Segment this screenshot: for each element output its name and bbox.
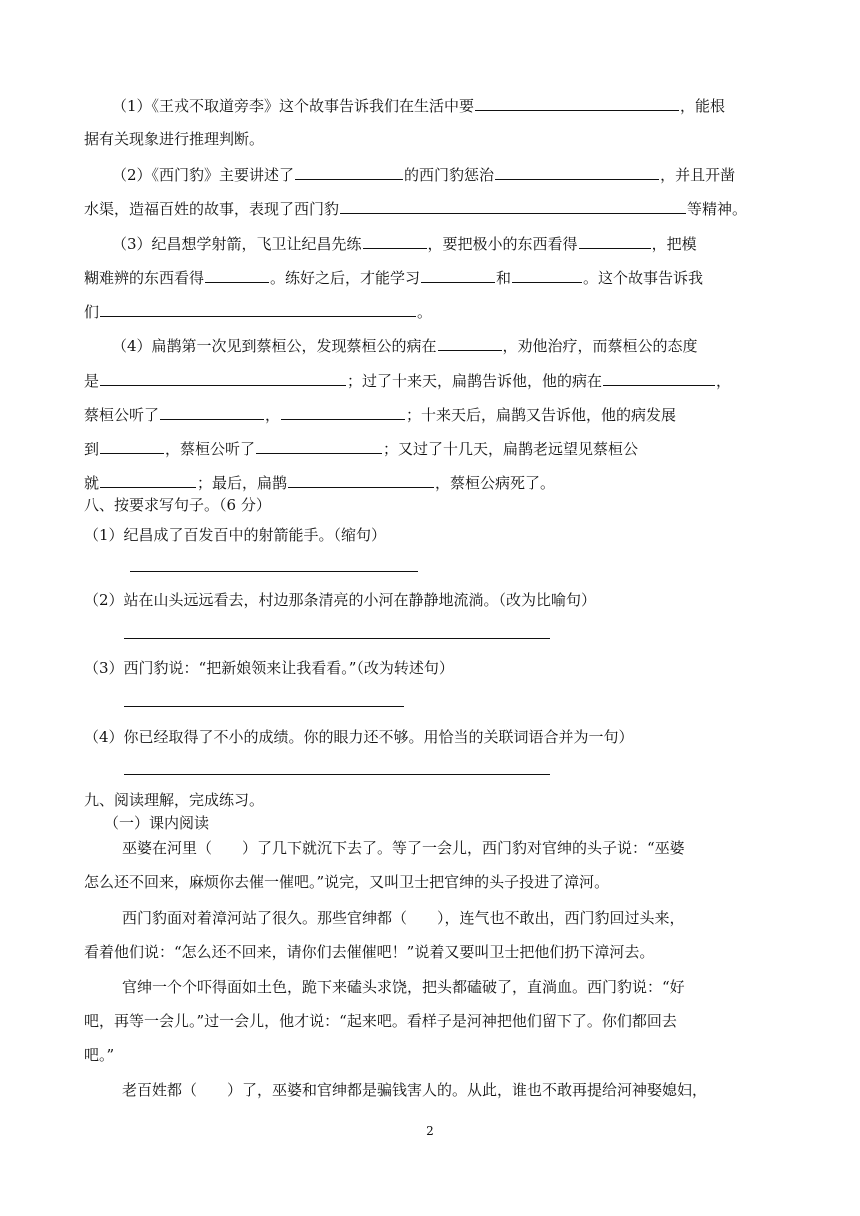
passage-p3-line2: 吧，再等一会儿。”过一会儿，他才说：“起来吧。看样子是河神把他们留下了。你们都回去 [84, 1012, 677, 1030]
answer-blank[interactable] [421, 266, 495, 283]
q7-item3-line1: （3）纪昌想学射箭，飞卫让纪昌先练 ，要把极小的东西看得 ，把模 [112, 232, 697, 254]
answer-blank[interactable] [438, 334, 502, 351]
passage-p1-line1: 巫婆在河里（ ）了几下就沉下去了。等了一会儿，西门豹对官绅的头子说：“巫婆 [122, 839, 685, 857]
q8-answer-line-2[interactable] [124, 638, 550, 639]
q7-item4-line5: 就 ；最后，扁鹊 ，蔡桓公病死了。 [84, 471, 555, 493]
passage-p4-line1: 老百姓都（ ）了，巫婆和官绅都是骗钱害人的。从此，谁也不敢再提给河神娶媳妇， [122, 1081, 708, 1099]
q8-sentence-1: （1）纪昌成了百发百中的射箭能手。（缩句） [84, 526, 387, 544]
answer-blank[interactable] [512, 266, 582, 283]
page-number: 2 [426, 1124, 434, 1138]
answer-blank[interactable] [205, 266, 269, 283]
answer-blank[interactable] [100, 437, 164, 454]
passage-p2-line1: 西门豹面对着漳河站了很久。那些官绅都（ ），连气也不敢出，西门豹回过头来， [122, 909, 685, 927]
q7-item2-line2: 水渠，造福百姓的故事，表现了西门豹 等精神。 [84, 197, 747, 219]
q7-item1-line1: （1）《王戎不取道旁李》这个故事告诉我们在生活中要 ，能根 [112, 94, 725, 116]
answer-blank[interactable] [256, 437, 382, 454]
answer-blank[interactable] [475, 94, 679, 111]
q8-answer-line-4[interactable] [124, 774, 550, 775]
q8-sentence-4: （4）你已经取得了不小的成绩。你的眼力还不够。用恰当的关联词语合并为一句） [84, 728, 634, 746]
passage-p1-line2: 怎么还不回来，麻烦你去催一催吧。”说完，又叫卫士把官绅的头子投进了漳河。 [84, 873, 610, 891]
q8-sentence-3: （3）西门豹说：“把新娘领来让我看看。”（改为转述句） [84, 659, 454, 677]
q7-item4-line3: 蔡桓公听了 ， ；十来天后，扁鹊又告诉他，他的病发展 [84, 403, 676, 425]
answer-blank[interactable] [288, 471, 434, 488]
answer-blank[interactable] [579, 232, 651, 249]
answer-blank[interactable] [495, 163, 659, 180]
passage-p3-line3: 吧。” [84, 1046, 115, 1064]
passage-p2-line2: 看着他们说：“怎么还不回来，请你们去催催吧！”说着又要叫卫士把他们扔下漳河去。 [84, 943, 655, 961]
q8-answer-line-1[interactable] [130, 571, 418, 572]
q7-item1-line2: 据有关现象进行推理判断。 [84, 130, 265, 148]
answer-blank[interactable] [160, 403, 264, 420]
q7-item4-line2: 是 ；过了十来天，扁鹊告诉他，他的病在 ， [84, 369, 731, 391]
answer-blank[interactable] [100, 300, 416, 317]
answer-blank[interactable] [603, 369, 715, 386]
answer-blank[interactable] [281, 403, 405, 420]
q8-sentence-2: （2）站在山头远远看去，村边那条清亮的小河在静静地流淌。（改为比喻句） [84, 591, 597, 609]
passage-p3-line1: 官绅一个个吓得面如土色，跪下来磕头求饶，把头都磕破了，直淌血。西门豹说：“好 [122, 978, 685, 996]
section-9-heading: 九、阅读理解，完成练习。 [84, 791, 265, 809]
q7-item2-line1: （2）《西门豹》主要讲述了 的西门豹惩治 ，并且开凿 [112, 163, 735, 185]
q7-item3-line3: 们 。 [84, 300, 432, 322]
q8-answer-line-3[interactable] [124, 706, 404, 707]
answer-blank[interactable] [295, 163, 403, 180]
answer-blank[interactable] [363, 232, 427, 249]
answer-blank[interactable] [100, 369, 346, 386]
answer-blank[interactable] [340, 197, 686, 214]
section-8-heading: 八、按要求写句子。（6 分） [84, 496, 271, 514]
q7-item3-line2: 糊难辨的东西看得 。练好之后，才能学习 和 。这个故事告诉我 [84, 266, 703, 288]
section-9-subheading: （一）课内阅读 [104, 814, 210, 832]
q7-item4-line1: （4）扁鹊第一次见到蔡桓公，发现蔡桓公的病在 ，劝他治疗，而蔡桓公的态度 [112, 334, 698, 356]
answer-blank[interactable] [100, 471, 196, 488]
q7-item4-line4: 到 ，蔡桓公听了 ；又过了十几天，扁鹊老远望见蔡桓公 [84, 437, 638, 459]
